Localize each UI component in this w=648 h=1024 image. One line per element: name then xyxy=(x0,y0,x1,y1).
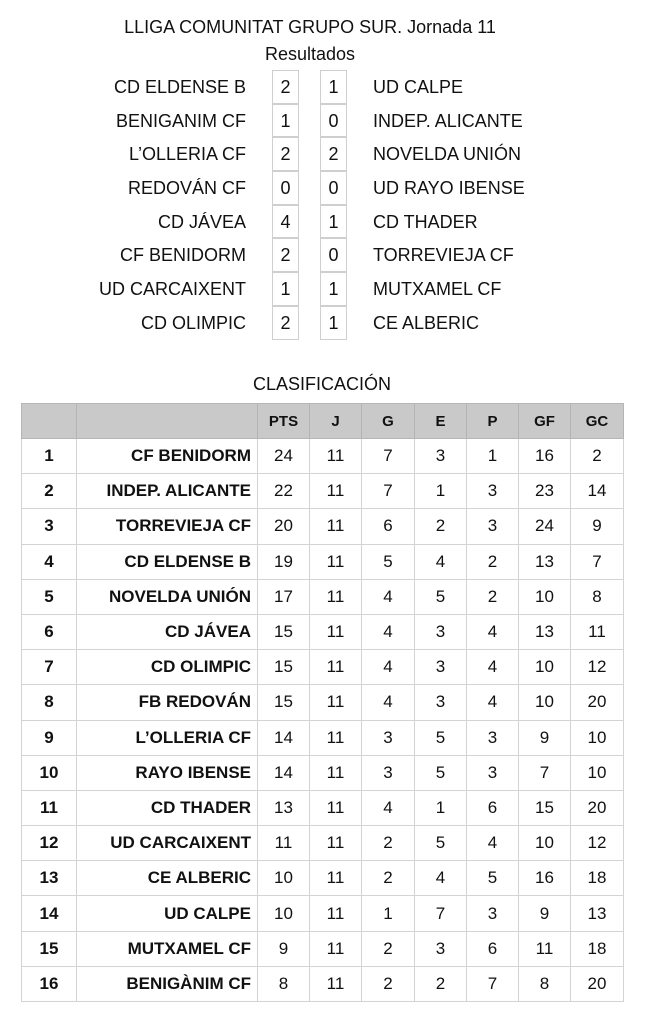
cell-pts: 9 xyxy=(258,931,310,966)
cell-g: 2 xyxy=(362,826,415,861)
cell-j: 11 xyxy=(310,544,362,579)
home-team: CF BENIDORM xyxy=(120,245,246,266)
cell-pts: 15 xyxy=(258,685,310,720)
cell-gc: 8 xyxy=(571,579,624,614)
table-row xyxy=(22,826,624,861)
standings-table xyxy=(21,403,624,1002)
cell-gf: 13 xyxy=(519,544,571,579)
cell-gf: 9 xyxy=(519,896,571,931)
cell-j: 11 xyxy=(310,896,362,931)
away-team: CE ALBERIC xyxy=(373,312,480,333)
cell-p: 2 xyxy=(467,579,519,614)
cell-p: 3 xyxy=(467,755,519,790)
cell-p: 7 xyxy=(467,966,519,1001)
cell-e: 3 xyxy=(415,685,467,720)
cell-gf: 10 xyxy=(519,826,571,861)
home-team: CD OLIMPIC xyxy=(140,312,246,333)
cell-j: 11 xyxy=(310,720,362,755)
column-header-e: E xyxy=(415,404,467,439)
table-row xyxy=(22,650,624,685)
cell-position: 14 xyxy=(22,896,77,931)
home-score: 2 xyxy=(272,238,299,272)
cell-position: 15 xyxy=(22,931,77,966)
cell-pts: 15 xyxy=(258,614,310,649)
cell-p: 3 xyxy=(467,474,519,509)
cell-p: 4 xyxy=(467,826,519,861)
cell-g: 4 xyxy=(362,614,415,649)
away-score: 0 xyxy=(320,238,347,272)
cell-e: 2 xyxy=(415,966,467,1001)
away-team: INDEP. ALICANTE xyxy=(373,110,523,131)
cell-pts: 8 xyxy=(258,966,310,1001)
cell-g: 4 xyxy=(362,650,415,685)
cell-e: 3 xyxy=(415,650,467,685)
table-row xyxy=(22,720,624,755)
cell-team: CD THADER xyxy=(77,790,258,825)
cell-gf: 9 xyxy=(519,720,571,755)
table-row xyxy=(22,474,624,509)
column-header-j: J xyxy=(310,404,362,439)
column-header-position xyxy=(22,404,77,439)
column-header-p: P xyxy=(467,404,519,439)
cell-gc: 14 xyxy=(571,474,624,509)
cell-gc: 10 xyxy=(571,720,624,755)
cell-j: 11 xyxy=(310,439,362,474)
cell-pts: 15 xyxy=(258,650,310,685)
cell-position: 5 xyxy=(22,579,77,614)
results-heading: Resultados xyxy=(264,44,356,64)
home-score: 1 xyxy=(272,104,299,138)
away-score: 0 xyxy=(320,104,347,138)
table-row xyxy=(22,509,624,544)
cell-gc: 12 xyxy=(571,650,624,685)
cell-team: UD CARCAIXENT xyxy=(77,826,258,861)
cell-e: 5 xyxy=(415,579,467,614)
cell-gf: 10 xyxy=(519,579,571,614)
cell-pts: 24 xyxy=(258,439,310,474)
cell-e: 4 xyxy=(415,861,467,896)
cell-e: 5 xyxy=(415,826,467,861)
cell-team: L’OLLERIA CF xyxy=(77,720,258,755)
home-team: BENIGANIM CF xyxy=(115,110,246,131)
cell-j: 11 xyxy=(310,861,362,896)
cell-j: 11 xyxy=(310,931,362,966)
cell-gc: 20 xyxy=(571,685,624,720)
cell-pts: 22 xyxy=(258,474,310,509)
away-team: MUTXAMEL CF xyxy=(373,279,502,300)
cell-team: RAYO IBENSE xyxy=(77,755,258,790)
cell-position: 4 xyxy=(22,544,77,579)
cell-e: 3 xyxy=(415,931,467,966)
cell-pts: 14 xyxy=(258,755,310,790)
cell-p: 1 xyxy=(467,439,519,474)
away-score: 1 xyxy=(320,306,347,340)
match-row xyxy=(0,104,648,138)
cell-pts: 20 xyxy=(258,509,310,544)
cell-p: 5 xyxy=(467,861,519,896)
cell-p: 4 xyxy=(467,685,519,720)
cell-position: 3 xyxy=(22,509,77,544)
column-header-gf: GF xyxy=(519,404,571,439)
cell-g: 6 xyxy=(362,509,415,544)
away-team: UD RAYO IBENSE xyxy=(373,178,525,199)
home-team: UD CARCAIXENT xyxy=(98,279,246,300)
cell-g: 3 xyxy=(362,720,415,755)
match-row xyxy=(0,137,648,171)
cell-p: 6 xyxy=(467,790,519,825)
match-row xyxy=(0,306,648,340)
table-row xyxy=(22,861,624,896)
cell-p: 4 xyxy=(467,650,519,685)
cell-gc: 12 xyxy=(571,826,624,861)
match-row xyxy=(0,171,648,205)
home-score: 4 xyxy=(272,205,299,239)
cell-pts: 10 xyxy=(258,861,310,896)
cell-pts: 11 xyxy=(258,826,310,861)
cell-j: 11 xyxy=(310,579,362,614)
table-row xyxy=(22,544,624,579)
match-row xyxy=(0,238,648,272)
cell-g: 2 xyxy=(362,931,415,966)
cell-pts: 13 xyxy=(258,790,310,825)
home-score: 2 xyxy=(272,137,299,171)
match-row xyxy=(0,272,648,306)
cell-g: 4 xyxy=(362,685,415,720)
cell-team: BENIGÀNIM CF xyxy=(77,966,258,1001)
cell-e: 1 xyxy=(415,790,467,825)
cell-pts: 17 xyxy=(258,579,310,614)
cell-j: 11 xyxy=(310,826,362,861)
cell-team: CD OLIMPIC xyxy=(77,650,258,685)
standings-heading: CLASIFICACIÓN xyxy=(252,374,392,394)
table-row xyxy=(22,790,624,825)
cell-e: 5 xyxy=(415,720,467,755)
home-team: L’OLLERIA CF xyxy=(128,144,246,165)
cell-pts: 10 xyxy=(258,896,310,931)
table-row xyxy=(22,966,624,1001)
cell-gf: 16 xyxy=(519,861,571,896)
cell-gf: 8 xyxy=(519,966,571,1001)
home-score: 2 xyxy=(272,70,299,104)
cell-g: 7 xyxy=(362,474,415,509)
cell-g: 3 xyxy=(362,755,415,790)
cell-gc: 9 xyxy=(571,509,624,544)
table-row xyxy=(22,439,624,474)
cell-e: 4 xyxy=(415,544,467,579)
cell-team: MUTXAMEL CF xyxy=(77,931,258,966)
cell-team: NOVELDA UNIÓN xyxy=(77,579,258,614)
cell-gc: 11 xyxy=(571,614,624,649)
cell-j: 11 xyxy=(310,650,362,685)
cell-e: 3 xyxy=(415,614,467,649)
cell-g: 2 xyxy=(362,966,415,1001)
cell-position: 2 xyxy=(22,474,77,509)
cell-position: 11 xyxy=(22,790,77,825)
cell-gc: 18 xyxy=(571,931,624,966)
cell-j: 11 xyxy=(310,685,362,720)
cell-e: 1 xyxy=(415,474,467,509)
column-header-gc: GC xyxy=(571,404,624,439)
cell-position: 16 xyxy=(22,966,77,1001)
column-header-team xyxy=(77,404,258,439)
cell-pts: 19 xyxy=(258,544,310,579)
away-score: 2 xyxy=(320,137,347,171)
cell-g: 5 xyxy=(362,544,415,579)
cell-team: FB REDOVÁN xyxy=(77,685,258,720)
cell-p: 3 xyxy=(467,720,519,755)
cell-p: 4 xyxy=(467,614,519,649)
away-team: UD CALPE xyxy=(373,77,464,97)
cell-gc: 18 xyxy=(571,861,624,896)
cell-p: 2 xyxy=(467,544,519,579)
cell-team: CF BENIDORM xyxy=(77,439,258,474)
match-row xyxy=(0,70,648,104)
home-score: 0 xyxy=(272,171,299,205)
cell-j: 11 xyxy=(310,790,362,825)
cell-position: 7 xyxy=(22,650,77,685)
away-team: NOVELDA UNIÓN xyxy=(373,144,522,165)
cell-position: 13 xyxy=(22,861,77,896)
home-team: CD JÁVEA xyxy=(157,211,246,232)
cell-gf: 11 xyxy=(519,931,571,966)
table-row xyxy=(22,896,624,931)
home-score: 1 xyxy=(272,272,299,306)
match-row xyxy=(0,205,648,239)
table-row xyxy=(22,931,624,966)
away-score: 1 xyxy=(320,205,347,239)
cell-p: 3 xyxy=(467,509,519,544)
cell-team: UD CALPE xyxy=(77,896,258,931)
cell-team: CD ELDENSE B xyxy=(77,544,258,579)
cell-team: CD JÁVEA xyxy=(77,614,258,649)
cell-gf: 24 xyxy=(519,509,571,544)
home-team: REDOVÁN CF xyxy=(127,178,246,199)
away-team: TORREVIEJA CF xyxy=(373,245,514,266)
cell-team: CE ALBERIC xyxy=(77,861,258,896)
column-header-pts: PTS xyxy=(258,404,310,439)
cell-team: TORREVIEJA CF xyxy=(77,509,258,544)
cell-gc: 13 xyxy=(571,896,624,931)
cell-gf: 10 xyxy=(519,685,571,720)
away-team: CD THADER xyxy=(373,211,478,232)
cell-gf: 15 xyxy=(519,790,571,825)
cell-j: 11 xyxy=(310,474,362,509)
cell-gf: 16 xyxy=(519,439,571,474)
cell-team: INDEP. ALICANTE xyxy=(77,474,258,509)
cell-gc: 10 xyxy=(571,755,624,790)
away-score: 1 xyxy=(320,272,347,306)
table-row xyxy=(22,685,624,720)
results-list xyxy=(0,70,648,340)
away-score: 1 xyxy=(320,70,347,104)
table-row xyxy=(22,579,624,614)
table-row xyxy=(22,755,624,790)
cell-gc: 20 xyxy=(571,966,624,1001)
cell-j: 11 xyxy=(310,755,362,790)
cell-e: 2 xyxy=(415,509,467,544)
standings-body xyxy=(22,439,624,1002)
cell-gc: 7 xyxy=(571,544,624,579)
table-row xyxy=(22,614,624,649)
cell-pts: 14 xyxy=(258,720,310,755)
cell-position: 8 xyxy=(22,685,77,720)
cell-position: 9 xyxy=(22,720,77,755)
table-header-row xyxy=(22,404,624,439)
cell-g: 1 xyxy=(362,896,415,931)
cell-gc: 2 xyxy=(571,439,624,474)
cell-j: 11 xyxy=(310,966,362,1001)
cell-e: 5 xyxy=(415,755,467,790)
cell-g: 4 xyxy=(362,790,415,825)
page-title: LLIGA COMUNITAT GRUPO SUR. Jornada 11 xyxy=(124,17,496,37)
home-team: CD ELDENSE B xyxy=(113,77,246,97)
cell-gc: 20 xyxy=(571,790,624,825)
cell-e: 3 xyxy=(415,439,467,474)
column-header-g: G xyxy=(362,404,415,439)
cell-g: 2 xyxy=(362,861,415,896)
cell-gf: 13 xyxy=(519,614,571,649)
cell-position: 6 xyxy=(22,614,77,649)
cell-position: 1 xyxy=(22,439,77,474)
cell-p: 3 xyxy=(467,896,519,931)
cell-j: 11 xyxy=(310,614,362,649)
cell-gf: 7 xyxy=(519,755,571,790)
cell-j: 11 xyxy=(310,509,362,544)
cell-gf: 10 xyxy=(519,650,571,685)
cell-g: 7 xyxy=(362,439,415,474)
home-score: 2 xyxy=(272,306,299,340)
cell-position: 12 xyxy=(22,826,77,861)
cell-g: 4 xyxy=(362,579,415,614)
away-score: 0 xyxy=(320,171,347,205)
cell-gf: 23 xyxy=(519,474,571,509)
cell-position: 10 xyxy=(22,755,77,790)
cell-p: 6 xyxy=(467,931,519,966)
cell-e: 7 xyxy=(415,896,467,931)
